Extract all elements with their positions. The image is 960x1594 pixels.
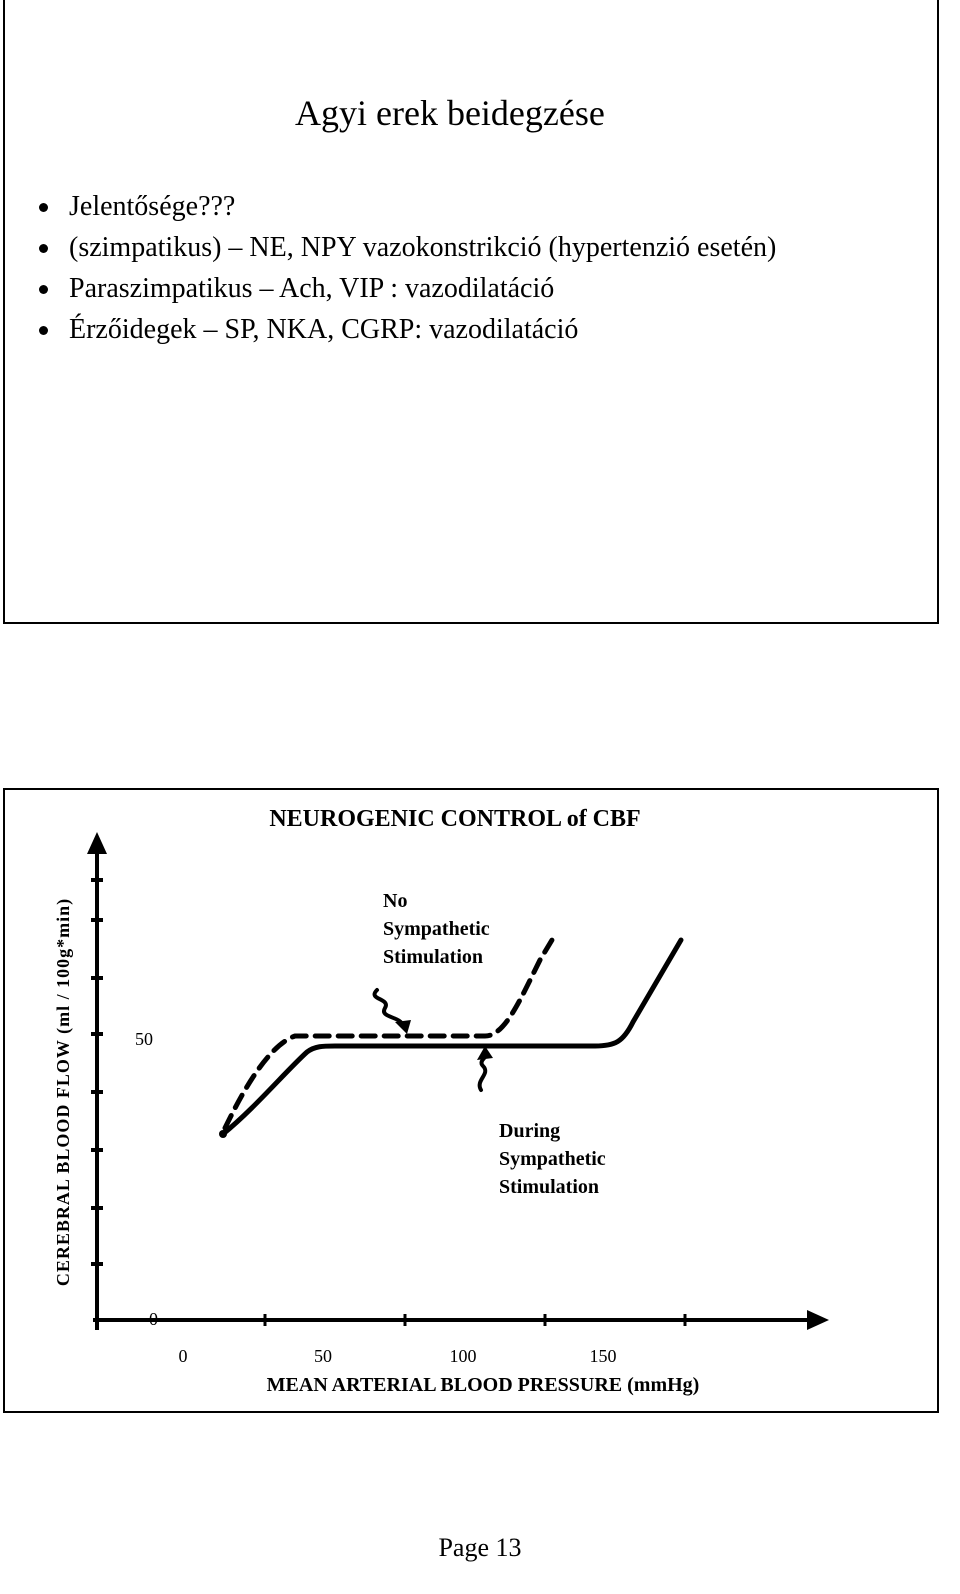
y-tick-label-50: 50 [135, 1029, 153, 1049]
x-tick-label-150: 150 [589, 1346, 617, 1366]
x-axis-arrow-icon [807, 1310, 829, 1330]
slide-panel [3, 0, 939, 624]
annotation-no-stim-line: No [383, 890, 408, 912]
curve-start-dot [219, 1130, 227, 1138]
x-tick-label-100: 100 [449, 1346, 477, 1366]
x-axis-label: MEAN ARTERIAL BLOOD PRESSURE (mmHg) [266, 1374, 700, 1396]
figure-title: NEUROGENIC CONTROL of CBF [269, 806, 641, 832]
annotation-during-stim-line: Sympathetic [499, 1148, 606, 1170]
squiggle-arrowhead-no-stim-icon [395, 1020, 411, 1034]
bullet-dot-icon [39, 244, 48, 253]
annotation-during-stim-line: During [499, 1120, 561, 1142]
annotation-no-stimulation [383, 890, 495, 968]
bullet-item [35, 186, 776, 227]
y-axis-label: CEREBRAL BLOOD FLOW (ml / 100g*min) [53, 897, 73, 1287]
annotation-during-stim-line: Stimulation [499, 1176, 600, 1198]
annotation-during-stimulation [499, 1120, 611, 1198]
bullet-dot-icon [39, 203, 48, 212]
bullet-text: (szimpatikus) – NE, NPY vazokonstrikció (hypertenzió esetén) [69, 232, 777, 263]
page-number: Page 13 [438, 1533, 522, 1562]
bullet-dot-icon [39, 285, 48, 294]
bullet-item [35, 227, 776, 268]
bullet-text: Érzőidegek – SP, NKA, CGRP: vazodilatáció [69, 314, 579, 345]
x-tick-label-0: 0 [178, 1346, 188, 1366]
bullet-text: Jelentősége??? [69, 191, 236, 222]
y-tick-label-0: 0 [149, 1309, 158, 1329]
bullet-item [35, 268, 776, 309]
annotation-no-stim-line: Sympathetic [383, 918, 490, 940]
bullet-list [35, 186, 776, 350]
bullet-item [35, 309, 776, 350]
slide-title: Agyi erek beidegzése [295, 93, 605, 133]
x-tick-label-50: 50 [314, 1346, 332, 1366]
cbf-figure [3, 788, 939, 1413]
squiggle-arrow-no-stim-icon [375, 990, 403, 1026]
cbf-figure-svg [5, 790, 941, 1415]
annotation-no-stim-line: Stimulation [383, 946, 484, 968]
bullet-dot-icon [39, 326, 48, 335]
bullet-text: Paraszimpatikus – Ach, VIP : vazodilatáció [69, 273, 555, 304]
y-axis-arrow-icon [87, 832, 107, 854]
